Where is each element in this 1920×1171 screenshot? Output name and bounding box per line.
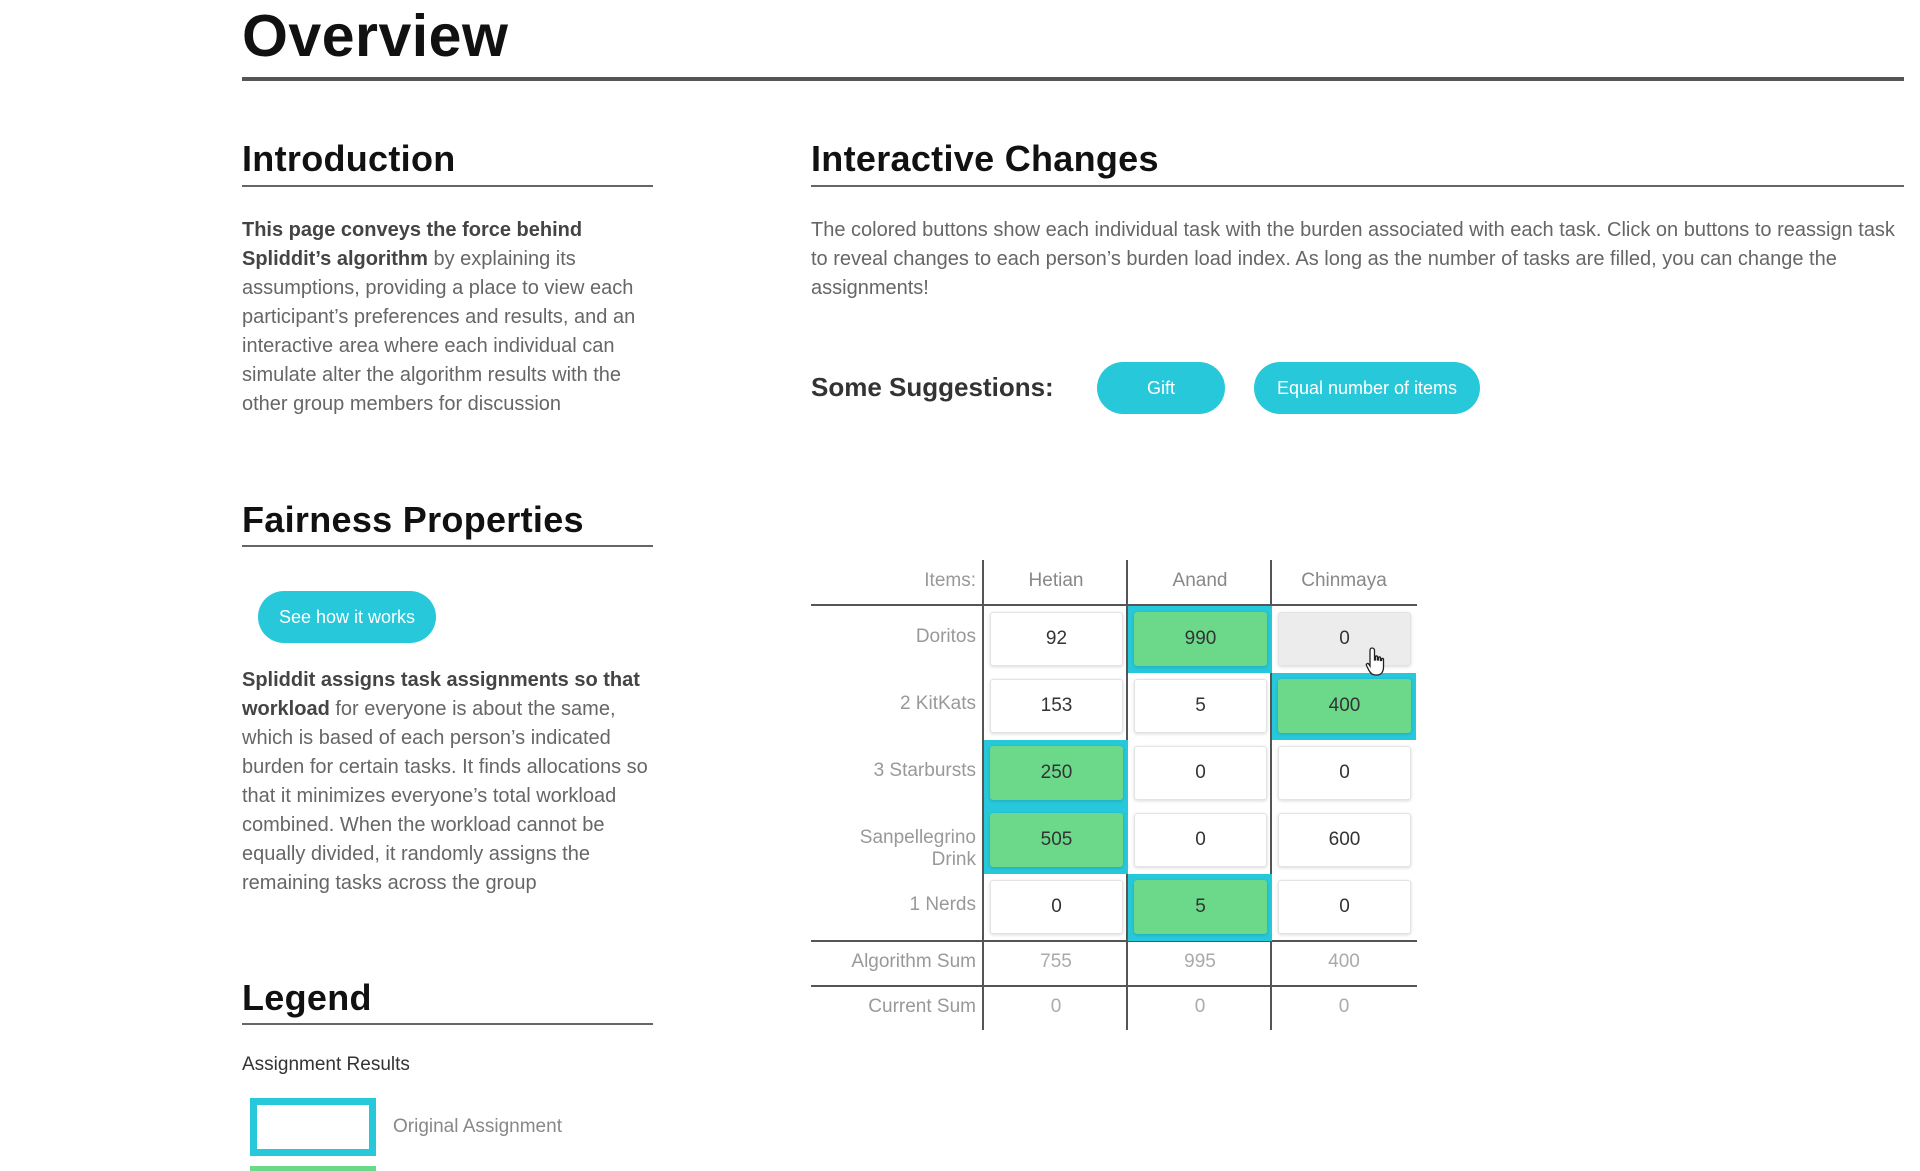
- burden-cell[interactable]: 600: [1278, 813, 1411, 867]
- introduction-body-text: by explaining its assumptions, providing a place to view each participant’s preferences and results, and an interactive area where each individual can simulate alter the algorithm results with the other group members for discussion: [242, 248, 636, 415]
- interactive-heading: Interactive Changes: [811, 138, 1159, 179]
- page-title: Overview: [242, 3, 509, 69]
- table-header-divider: [811, 604, 1417, 606]
- burden-cell[interactable]: 0: [1278, 880, 1411, 934]
- legend-divider: [242, 1023, 653, 1025]
- fairness-divider: [242, 545, 653, 547]
- original-assignment-label: Original Assignment: [393, 1116, 562, 1137]
- row-label: Doritos: [915, 626, 976, 647]
- person-header-anand: Anand: [1172, 570, 1228, 591]
- burden-cell[interactable]: 990: [1134, 612, 1267, 666]
- row-label: 3 Starbursts: [873, 760, 976, 781]
- original-assignment-swatch: [250, 1098, 376, 1156]
- burden-cell[interactable]: 0: [990, 880, 1123, 934]
- title-divider: [242, 77, 1904, 81]
- person-header-hetian: Hetian: [1028, 570, 1084, 591]
- row-label: 1 Nerds: [909, 894, 976, 915]
- current-sum-value: 0: [1194, 996, 1206, 1017]
- burden-cell[interactable]: 5: [1134, 880, 1267, 934]
- person-header-chinmaya: Chinmaya: [1301, 570, 1387, 591]
- see-how-it-works-button[interactable]: See how it works: [258, 591, 436, 643]
- equal-items-suggestion-button[interactable]: Equal number of items: [1254, 362, 1480, 414]
- hand-cursor-icon: [1364, 646, 1394, 678]
- burden-cell[interactable]: 153: [990, 679, 1123, 733]
- burden-cell[interactable]: 250: [990, 746, 1123, 800]
- allocation-table: [811, 560, 1417, 1030]
- burden-cell[interactable]: 400: [1278, 679, 1411, 733]
- burden-cell[interactable]: 92: [990, 612, 1123, 666]
- current-sum-value: 0: [1050, 996, 1062, 1017]
- legend-subheading: Assignment Results: [242, 1054, 410, 1075]
- burden-cell[interactable]: 0: [1134, 813, 1267, 867]
- algorithm-sum-value: 400: [1328, 951, 1360, 972]
- interactive-text: The colored buttons show each individual task with the burden associated with each task. Click on buttons to reassign task to reveal changes to each person’s burden load index. As long as the number of tasks are filled, you can change the assignments!: [811, 219, 1895, 299]
- burden-cell[interactable]: 5: [1134, 679, 1267, 733]
- introduction-heading: Introduction: [242, 138, 456, 179]
- assigned-swatch: [250, 1166, 376, 1171]
- burden-cell[interactable]: 0: [1278, 746, 1411, 800]
- algorithm-sum-label: Algorithm Sum: [851, 951, 976, 972]
- row-label: Sanpellegrino Drink: [859, 827, 976, 870]
- table-sum-divider: [811, 940, 1417, 942]
- items-header: Items:: [924, 570, 976, 591]
- legend-heading: Legend: [242, 977, 372, 1018]
- introduction-text: [242, 216, 657, 419]
- burden-cell[interactable]: 0: [1278, 612, 1411, 666]
- fairness-body-text: for everyone is about the same, which is based of each person’s indicated burden for certain tasks. It finds allocations so that it minimizes everyone’s total workload combined. When the workload cannot be equally divided, it randomly assigns the remaining tasks across the group: [242, 698, 648, 894]
- fairness-heading: Fairness Properties: [242, 499, 584, 540]
- gift-suggestion-button[interactable]: Gift: [1097, 362, 1225, 414]
- algorithm-sum-value: 995: [1184, 951, 1216, 972]
- algorithm-sum-value: 755: [1040, 951, 1072, 972]
- burden-cell[interactable]: 0: [1134, 746, 1267, 800]
- introduction-bold-text: This page conveys the force behind Spliddit’s algorithm: [242, 219, 583, 270]
- fairness-text: [242, 666, 657, 898]
- fairness-bold-text: Spliddit assigns task assignments so that workload: [242, 669, 640, 720]
- current-sum-label: Current Sum: [868, 996, 976, 1017]
- table-sum-divider: [811, 985, 1417, 987]
- current-sum-value: 0: [1338, 996, 1350, 1017]
- burden-cell[interactable]: 505: [990, 813, 1123, 867]
- row-label: 2 KitKats: [899, 693, 976, 714]
- interactive-divider: [811, 185, 1904, 187]
- introduction-divider: [242, 185, 653, 187]
- suggestions-label: Some Suggestions:: [811, 372, 1054, 402]
